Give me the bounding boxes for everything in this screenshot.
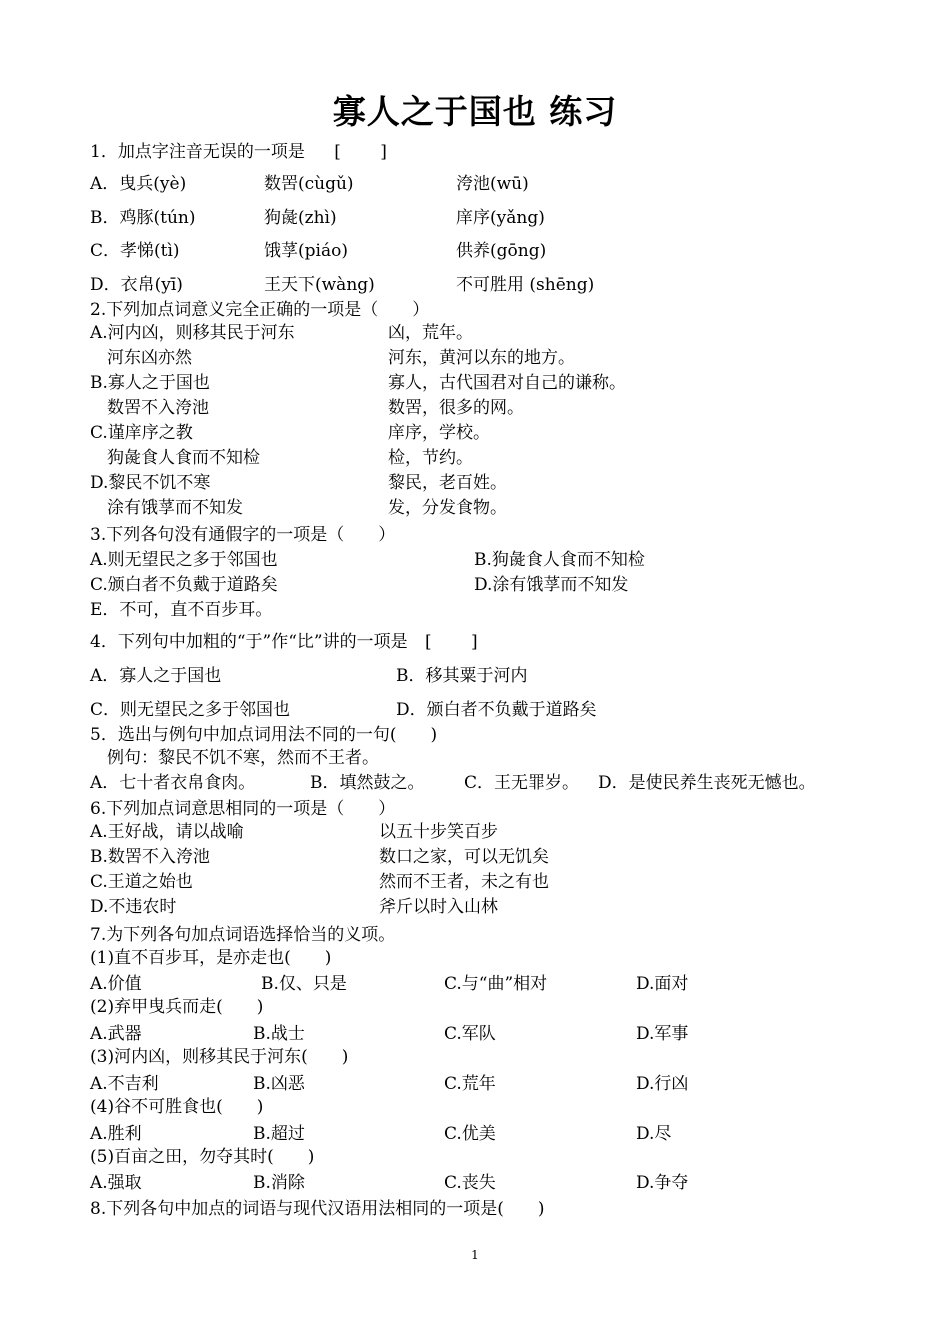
q5-example: 例句：黎民不饥不寒，然而不王者。 — [90, 748, 379, 768]
page-number: 1 — [471, 1248, 479, 1262]
q1-stem: 1．加点字注音无误的一项是 [ ] — [90, 142, 387, 162]
q3-option-e: E．不可，直不百步耳。 — [90, 600, 273, 620]
q7-sentence: (4)谷不可胜食也( ) — [90, 1097, 264, 1117]
q1-answer-bracket: [ ] — [334, 142, 387, 162]
q7-stem: 7.为下列各句加点词语选择恰当的义项。 — [90, 925, 396, 945]
q4-answer-bracket: [ ] — [425, 632, 478, 652]
q5-stem: 5．选出与例句中加点词用法不同的一句( ) — [90, 725, 438, 745]
q7-sentence: (3)河内凶，则移其民于河东( ) — [90, 1047, 349, 1067]
q6-stem: 6.下列加点词意思相同的一项是（ ） — [90, 799, 396, 819]
q2-stem: 2.下列加点词意义完全正确的一项是（ ） — [90, 300, 430, 320]
q3-stem: 3.下列各句没有通假字的一项是（ ） — [90, 525, 396, 545]
q4-stem: 4．下列句中加粗的“于”作“比”讲的一项是 [ ] — [90, 632, 478, 652]
q7-sentence: (5)百亩之田，勿夺其时( ) — [90, 1147, 315, 1167]
q7-sentence: (1)直不百步耳，是亦走也( ) — [90, 948, 332, 968]
page-title: 寡人之于国也 练习 — [332, 92, 618, 131]
q8-stem: 8.下列各句中加点的词语与现代汉语用法相同的一项是( ) — [90, 1199, 545, 1219]
q7-sentence: (2)弃甲曳兵而走( ) — [90, 997, 264, 1017]
